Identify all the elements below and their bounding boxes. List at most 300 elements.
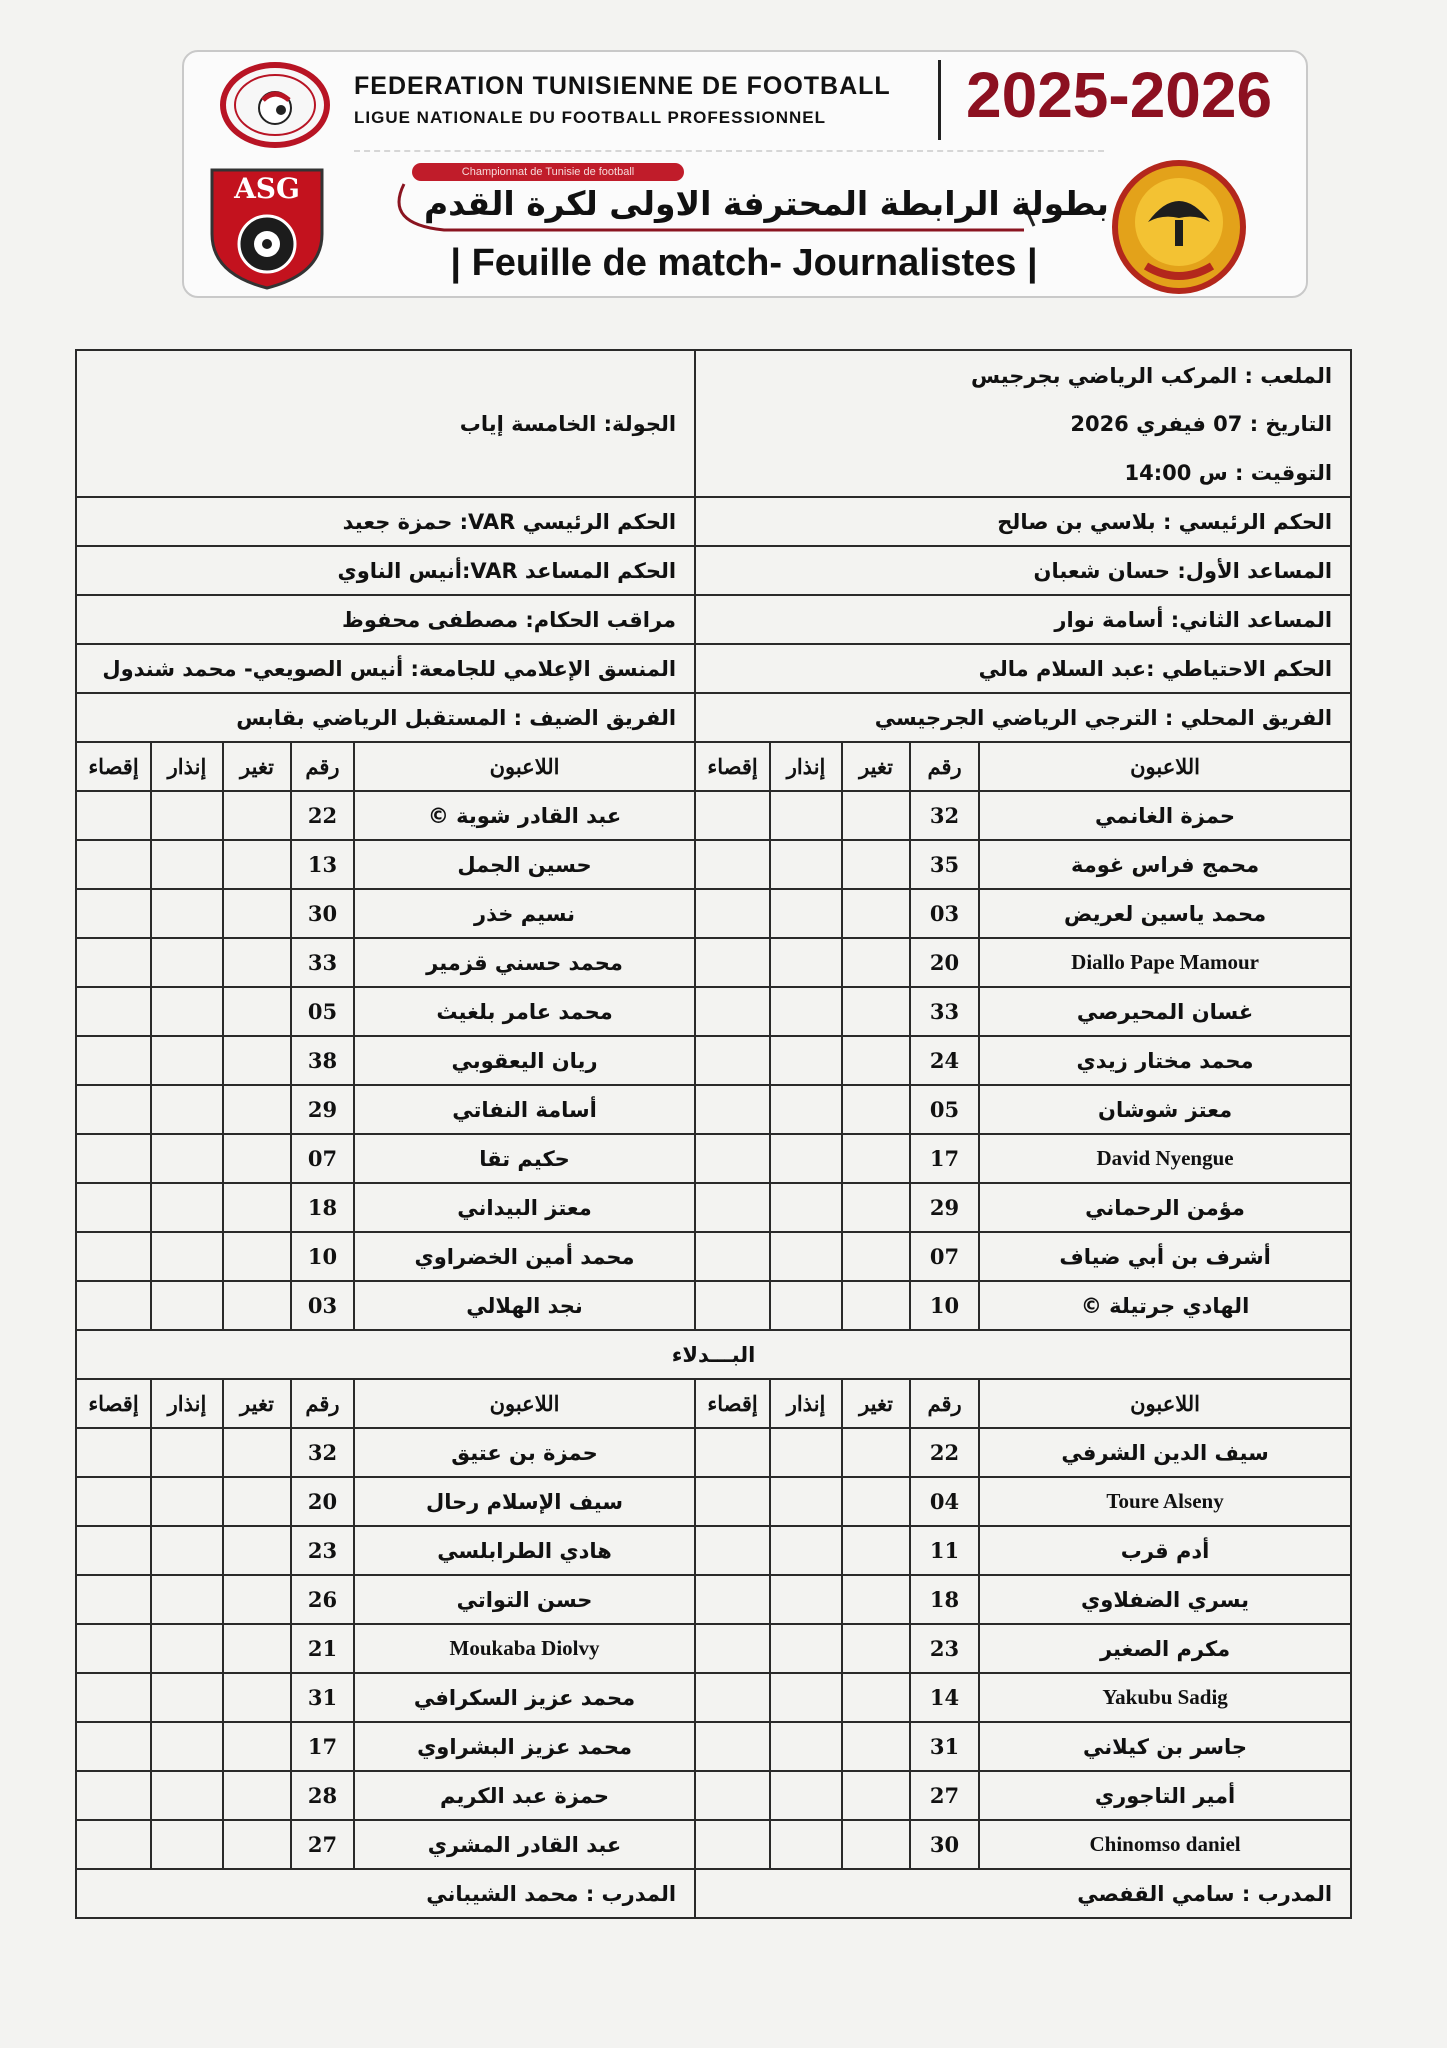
col-number: رقم: [910, 742, 979, 791]
guest-warning-cell: [151, 1134, 223, 1183]
guest-player-number: 10: [291, 1232, 354, 1281]
player-row: [76, 1477, 1351, 1526]
col-change: تغير: [223, 1379, 291, 1428]
home-warning-cell: [770, 1134, 842, 1183]
guest-change-cell: [223, 1428, 291, 1477]
guest-warning-cell: [151, 1771, 223, 1820]
guest-expulsion-cell: [76, 1477, 151, 1526]
col-change: تغير: [842, 742, 910, 791]
guest-change-cell: [223, 1085, 291, 1134]
assistant2-label: المساعد الثاني: أسامة نوار: [1054, 608, 1333, 632]
guest-expulsion-cell: [76, 1036, 151, 1085]
home-player-number: 35: [910, 840, 979, 889]
home-warning-cell: [770, 1036, 842, 1085]
guest-expulsion-cell: [76, 889, 151, 938]
guest-warning-cell: [151, 1477, 223, 1526]
guest-change-cell: [223, 1183, 291, 1232]
sheet-title: | Feuille de match- Journalistes |: [450, 242, 1038, 284]
guest-player-name: محمد عزيز البشراوي: [354, 1722, 695, 1771]
home-player-name: أمير التاجوري: [979, 1771, 1351, 1820]
guest-expulsion-cell: [76, 1673, 151, 1722]
home-player-number: 05: [910, 1085, 979, 1134]
fourth-official-label: الحكم الاحتياطي :عبد السلام مالي: [978, 657, 1333, 681]
home-player-number: 07: [910, 1232, 979, 1281]
guest-warning-cell: [151, 1673, 223, 1722]
federation-logo: [219, 60, 331, 150]
home-warning-cell: [770, 938, 842, 987]
col-players: اللاعبون: [354, 742, 695, 791]
home-warning-cell: [770, 1820, 842, 1869]
guest-warning-cell: [151, 1232, 223, 1281]
guest-player-number: 18: [291, 1183, 354, 1232]
guest-player-name: حكيم تقا: [354, 1134, 695, 1183]
home-expulsion-cell: [695, 1575, 770, 1624]
guest-player-number: 27: [291, 1820, 354, 1869]
home-player-number: 24: [910, 1036, 979, 1085]
home-warning-cell: [770, 987, 842, 1036]
var-assistant-cell: [76, 546, 695, 595]
home-coach-cell: [695, 1869, 1351, 1918]
guest-expulsion-cell: [76, 1820, 151, 1869]
guest-expulsion-cell: [76, 1722, 151, 1771]
header-dash-line: [354, 150, 1104, 152]
home-change-cell: [842, 889, 910, 938]
home-player-number: 31: [910, 1722, 979, 1771]
col-change: تغير: [223, 742, 291, 791]
home-change-cell: [842, 1771, 910, 1820]
league-title-arabic: بطولة الرابطة المحترفة الاولى لكرة القدم: [424, 184, 1109, 223]
home-change-cell: [842, 1575, 910, 1624]
home-player-number: 23: [910, 1624, 979, 1673]
home-warning-cell: [770, 889, 842, 938]
guest-player-name: محمد أمين الخضراوي: [354, 1232, 695, 1281]
guest-expulsion-cell: [76, 987, 151, 1036]
col-warning: إنذار: [151, 1379, 223, 1428]
league-subtitle: LIGUE NATIONALE DU FOOTBALL PROFESSIONNEL: [354, 108, 826, 127]
stadium-cell: [695, 350, 1351, 399]
guest-warning-cell: [151, 1575, 223, 1624]
home-warning-cell: [770, 840, 842, 889]
guest-player-name: محمد عامر بلغيث: [354, 987, 695, 1036]
player-row: [76, 1575, 1351, 1624]
guest-expulsion-cell: [76, 1085, 151, 1134]
guest-expulsion-cell: [76, 1624, 151, 1673]
info-row-assistant2: [76, 595, 1351, 644]
guest-change-cell: [223, 1673, 291, 1722]
guest-expulsion-cell: [76, 1281, 151, 1330]
player-row: [76, 1722, 1351, 1771]
guest-warning-cell: [151, 1428, 223, 1477]
assistant2-cell: [695, 595, 1351, 644]
guest-player-name: هادي الطرابلسي: [354, 1526, 695, 1575]
col-expulsion: إقصاء: [695, 1379, 770, 1428]
home-player-number: 10: [910, 1281, 979, 1330]
player-row: [76, 1820, 1351, 1869]
home-expulsion-cell: [695, 1183, 770, 1232]
home-player-number: 14: [910, 1673, 979, 1722]
guest-change-cell: [223, 1624, 291, 1673]
substitutes-label-text: البـــدلاء: [671, 1343, 756, 1367]
home-warning-cell: [770, 1085, 842, 1134]
col-warning: إنذار: [151, 742, 223, 791]
player-row: [76, 840, 1351, 889]
guest-expulsion-cell: [76, 791, 151, 840]
guest-player-number: 05: [291, 987, 354, 1036]
home-change-cell: [842, 1428, 910, 1477]
home-player-name: سيف الدين الشرفي: [979, 1428, 1351, 1477]
home-warning-cell: [770, 1673, 842, 1722]
guest-player-name: معتز البيداني: [354, 1183, 695, 1232]
home-player-name: Yakubu Sadig: [979, 1673, 1351, 1722]
home-expulsion-cell: [695, 1673, 770, 1722]
season-label: 2025-2026: [966, 59, 1273, 131]
home-change-cell: [842, 1036, 910, 1085]
home-player-name: محمد ياسين لعريض: [979, 889, 1351, 938]
home-warning-cell: [770, 1428, 842, 1477]
home-player-name: مؤمن الرحماني: [979, 1183, 1351, 1232]
guest-player-name: حسن التواتي: [354, 1575, 695, 1624]
guest-warning-cell: [151, 840, 223, 889]
home-player-name: غسان المحيرصي: [979, 987, 1351, 1036]
guest-player-name: عبد القادر شوية ©: [354, 791, 695, 840]
col-number: رقم: [291, 1379, 354, 1428]
col-expulsion: إقصاء: [76, 742, 151, 791]
guest-player-name: نجد الهلالي: [354, 1281, 695, 1330]
guest-warning-cell: [151, 938, 223, 987]
home-change-cell: [842, 840, 910, 889]
guest-club-logo: [1110, 158, 1248, 296]
home-player-number: 11: [910, 1526, 979, 1575]
guest-player-name: عبد القادر المشري: [354, 1820, 695, 1869]
guest-player-name: حمزة عبد الكريم: [354, 1771, 695, 1820]
col-expulsion: إقصاء: [76, 1379, 151, 1428]
guest-warning-cell: [151, 1183, 223, 1232]
col-change: تغير: [842, 1379, 910, 1428]
player-row: [76, 1624, 1351, 1673]
player-row: [76, 1526, 1351, 1575]
guest-player-number: 20: [291, 1477, 354, 1526]
guest-player-number: 22: [291, 791, 354, 840]
guest-player-number: 13: [291, 840, 354, 889]
home-team-cell: [695, 693, 1351, 742]
home-warning-cell: [770, 1232, 842, 1281]
time-cell: [695, 448, 1351, 497]
date-cell: [695, 399, 1351, 448]
stadium-label: الملعب : المركب الرياضي بجرجيس: [971, 363, 1333, 388]
var-main-label: الحكم الرئيسي VAR: حمزة جعيد: [342, 510, 677, 534]
guest-expulsion-cell: [76, 1428, 151, 1477]
guest-expulsion-cell: [76, 1575, 151, 1624]
home-player-name: أدم قرب: [979, 1526, 1351, 1575]
info-row-referee: [76, 497, 1351, 546]
starters-section: [76, 742, 1351, 791]
guest-player-number: 17: [291, 1722, 354, 1771]
home-expulsion-cell: [695, 1036, 770, 1085]
home-player-name: David Nyengue: [979, 1134, 1351, 1183]
guest-warning-cell: [151, 1722, 223, 1771]
home-player-name: جاسر بن كيلاني: [979, 1722, 1351, 1771]
guest-change-cell: [223, 840, 291, 889]
guest-warning-cell: [151, 1820, 223, 1869]
home-change-cell: [842, 1085, 910, 1134]
home-player-name: حمزة الغانمي: [979, 791, 1351, 840]
home-change-cell: [842, 1673, 910, 1722]
assistant1-cell: [695, 546, 1351, 595]
home-expulsion-cell: [695, 1232, 770, 1281]
home-player-number: 22: [910, 1428, 979, 1477]
player-row: [76, 1281, 1351, 1330]
home-player-number: 03: [910, 889, 979, 938]
date-label: التاريخ : 07 فيفري 2026: [1070, 412, 1333, 436]
guest-change-cell: [223, 1232, 291, 1281]
home-player-name: Diallo Pape Mamour: [979, 938, 1351, 987]
guest-warning-cell: [151, 791, 223, 840]
fourth-official-cell: [695, 644, 1351, 693]
home-team-label: الفريق المحلي : الترجي الرياضي الجرجيسي: [874, 706, 1333, 730]
home-expulsion-cell: [695, 1820, 770, 1869]
guest-player-number: 30: [291, 889, 354, 938]
home-player-name: أشرف بن أبي ضياف: [979, 1232, 1351, 1281]
home-club-logo: [206, 164, 328, 292]
player-row: [76, 1428, 1351, 1477]
home-coach-label: المدرب : سامي القفصي: [1077, 1882, 1333, 1906]
home-player-number: 33: [910, 987, 979, 1036]
guest-player-number: 23: [291, 1526, 354, 1575]
player-row: [76, 1134, 1351, 1183]
home-expulsion-cell: [695, 1722, 770, 1771]
coaches-row: [76, 1869, 1351, 1918]
home-player-name: الهادي جرتيلة ©: [979, 1281, 1351, 1330]
league-tag: Championnat de Tunisie de football: [412, 163, 684, 181]
guest-warning-cell: [151, 1281, 223, 1330]
subs-header-row: [76, 1379, 1351, 1428]
home-warning-cell: [770, 1281, 842, 1330]
var-main-cell: [76, 497, 695, 546]
home-expulsion-cell: [695, 1085, 770, 1134]
guest-change-cell: [223, 1575, 291, 1624]
home-player-number: 27: [910, 1771, 979, 1820]
home-expulsion-cell: [695, 1526, 770, 1575]
home-expulsion-cell: [695, 1428, 770, 1477]
guest-player-number: 32: [291, 1428, 354, 1477]
guest-player-name: حمزة بن عتيق: [354, 1428, 695, 1477]
guest-team-label: الفريق الضيف : المستقبل الرياضي بقابس: [236, 706, 677, 730]
guest-change-cell: [223, 791, 291, 840]
col-players: اللاعبون: [354, 1379, 695, 1428]
home-expulsion-cell: [695, 938, 770, 987]
guest-player-number: 07: [291, 1134, 354, 1183]
home-player-number: 29: [910, 1183, 979, 1232]
col-expulsion: إقصاء: [695, 742, 770, 791]
home-change-cell: [842, 1820, 910, 1869]
home-player-name: يسري الضفلاوي: [979, 1575, 1351, 1624]
home-player-name: Toure Alseny: [979, 1477, 1351, 1526]
guest-change-cell: [223, 1281, 291, 1330]
guest-warning-cell: [151, 1036, 223, 1085]
home-player-number: 18: [910, 1575, 979, 1624]
home-warning-cell: [770, 791, 842, 840]
guest-coach-cell: [76, 1869, 695, 1918]
home-warning-cell: [770, 1575, 842, 1624]
guest-player-number: 29: [291, 1085, 354, 1134]
info-row-assistant1: [76, 546, 1351, 595]
time-label: التوقيت : س 14:00: [1124, 460, 1333, 485]
guest-expulsion-cell: [76, 1232, 151, 1281]
guest-change-cell: [223, 938, 291, 987]
col-number: رقم: [910, 1379, 979, 1428]
starters-header-row: [76, 742, 1351, 791]
guest-expulsion-cell: [76, 1526, 151, 1575]
guest-expulsion-cell: [76, 938, 151, 987]
home-expulsion-cell: [695, 1771, 770, 1820]
guest-player-number: 33: [291, 938, 354, 987]
guest-player-name: سيف الإسلام رحال: [354, 1477, 695, 1526]
guest-change-cell: [223, 1477, 291, 1526]
info-row-stadium: [76, 350, 1351, 399]
observer-label: مراقب الحكام: مصطفى محفوظ: [342, 608, 677, 632]
media-coordinator-cell: [76, 644, 695, 693]
guest-player-name: حسين الجمل: [354, 840, 695, 889]
subs-body: [76, 1428, 1351, 1869]
home-change-cell: [842, 1624, 910, 1673]
guest-player-name: نسيم خذر: [354, 889, 695, 938]
home-player-number: 17: [910, 1134, 979, 1183]
guest-player-number: 21: [291, 1624, 354, 1673]
round-cell: [76, 350, 695, 497]
home-player-name: محمج فراس غومة: [979, 840, 1351, 889]
guest-change-cell: [223, 1722, 291, 1771]
home-player-number: 30: [910, 1820, 979, 1869]
header-banner: [182, 50, 1308, 298]
guest-player-number: 31: [291, 1673, 354, 1722]
home-warning-cell: [770, 1477, 842, 1526]
home-player-number: 32: [910, 791, 979, 840]
main-referee-label: الحكم الرئيسي : بلاسي بن صالح: [997, 510, 1333, 534]
guest-expulsion-cell: [76, 1183, 151, 1232]
col-number: رقم: [291, 742, 354, 791]
main-referee-cell: [695, 497, 1351, 546]
substitutes-label: [76, 1330, 1351, 1379]
guest-warning-cell: [151, 1526, 223, 1575]
guest-player-number: 03: [291, 1281, 354, 1330]
player-row: [76, 889, 1351, 938]
player-row: [76, 987, 1351, 1036]
player-row: [76, 1183, 1351, 1232]
substitutes-label-row: [76, 1330, 1351, 1379]
media-coordinator-label: المنسق الإعلامي للجامعة: أنيس الصويعي- محمد شندول: [102, 657, 677, 681]
home-expulsion-cell: [695, 1624, 770, 1673]
guest-player-name: Moukaba Diolvy: [354, 1624, 695, 1673]
home-change-cell: [842, 1134, 910, 1183]
coaches-section: [76, 1869, 1351, 1918]
col-warning: إنذار: [770, 742, 842, 791]
home-warning-cell: [770, 1624, 842, 1673]
home-expulsion-cell: [695, 1281, 770, 1330]
home-warning-cell: [770, 1183, 842, 1232]
home-change-cell: [842, 791, 910, 840]
observer-cell: [76, 595, 695, 644]
home-player-name: محمد مختار زيدي: [979, 1036, 1351, 1085]
player-row: [76, 1673, 1351, 1722]
guest-player-number: 28: [291, 1771, 354, 1820]
home-expulsion-cell: [695, 1134, 770, 1183]
guest-expulsion-cell: [76, 1134, 151, 1183]
home-change-cell: [842, 1526, 910, 1575]
guest-coach-label: المدرب : محمد الشيباني: [426, 1882, 677, 1906]
home-change-cell: [842, 987, 910, 1036]
assistant1-label: المساعد الأول: حسان شعبان: [1033, 559, 1333, 583]
guest-change-cell: [223, 987, 291, 1036]
guest-player-name: أسامة النفاتي: [354, 1085, 695, 1134]
guest-player-name: ريان اليعقوبي: [354, 1036, 695, 1085]
guest-change-cell: [223, 1820, 291, 1869]
home-expulsion-cell: [695, 889, 770, 938]
home-expulsion-cell: [695, 1477, 770, 1526]
guest-player-number: 26: [291, 1575, 354, 1624]
guest-change-cell: [223, 1526, 291, 1575]
home-warning-cell: [770, 1526, 842, 1575]
guest-change-cell: [223, 1036, 291, 1085]
player-row: [76, 1036, 1351, 1085]
starters-body: [76, 791, 1351, 1330]
player-row: [76, 791, 1351, 840]
federation-name: FEDERATION TUNISIENNE DE FOOTBALL: [354, 72, 891, 100]
home-player-number: 04: [910, 1477, 979, 1526]
home-player-number: 20: [910, 938, 979, 987]
home-warning-cell: [770, 1771, 842, 1820]
guest-player-name: محمد عزيز السكرافي: [354, 1673, 695, 1722]
home-player-name: معتز شوشان: [979, 1085, 1351, 1134]
guest-change-cell: [223, 1134, 291, 1183]
home-change-cell: [842, 1477, 910, 1526]
player-row: [76, 1232, 1351, 1281]
home-player-name: مكرم الصغير: [979, 1624, 1351, 1673]
home-player-name: Chinomso daniel: [979, 1820, 1351, 1869]
player-row: [76, 938, 1351, 987]
home-warning-cell: [770, 1722, 842, 1771]
substitutes-divider: [76, 1330, 1351, 1428]
home-change-cell: [842, 1232, 910, 1281]
home-logo-lettering: ASG: [234, 172, 300, 205]
home-change-cell: [842, 1183, 910, 1232]
guest-expulsion-cell: [76, 840, 151, 889]
round-label: الجولة: الخامسة إياب: [459, 412, 677, 436]
guest-change-cell: [223, 889, 291, 938]
guest-team-cell: [76, 693, 695, 742]
guest-warning-cell: [151, 1085, 223, 1134]
guest-player-number: 38: [291, 1036, 354, 1085]
guest-warning-cell: [151, 987, 223, 1036]
home-change-cell: [842, 1722, 910, 1771]
team-names-row: [76, 693, 1351, 742]
home-change-cell: [842, 1281, 910, 1330]
guest-player-name: محمد حسني قزمير: [354, 938, 695, 987]
col-warning: إنذار: [770, 1379, 842, 1428]
guest-warning-cell: [151, 1624, 223, 1673]
guest-expulsion-cell: [76, 1771, 151, 1820]
var-assistant-label: الحكم المساعد VAR:أنيس الناوي: [337, 559, 677, 583]
match-sheet-table: [75, 349, 1352, 1919]
header-divider: [938, 60, 941, 140]
col-players: اللاعبون: [979, 1379, 1351, 1428]
col-players: اللاعبون: [979, 742, 1351, 791]
home-expulsion-cell: [695, 791, 770, 840]
home-change-cell: [842, 938, 910, 987]
guest-warning-cell: [151, 889, 223, 938]
guest-change-cell: [223, 1771, 291, 1820]
player-row: [76, 1771, 1351, 1820]
info-row-fourth: [76, 644, 1351, 693]
